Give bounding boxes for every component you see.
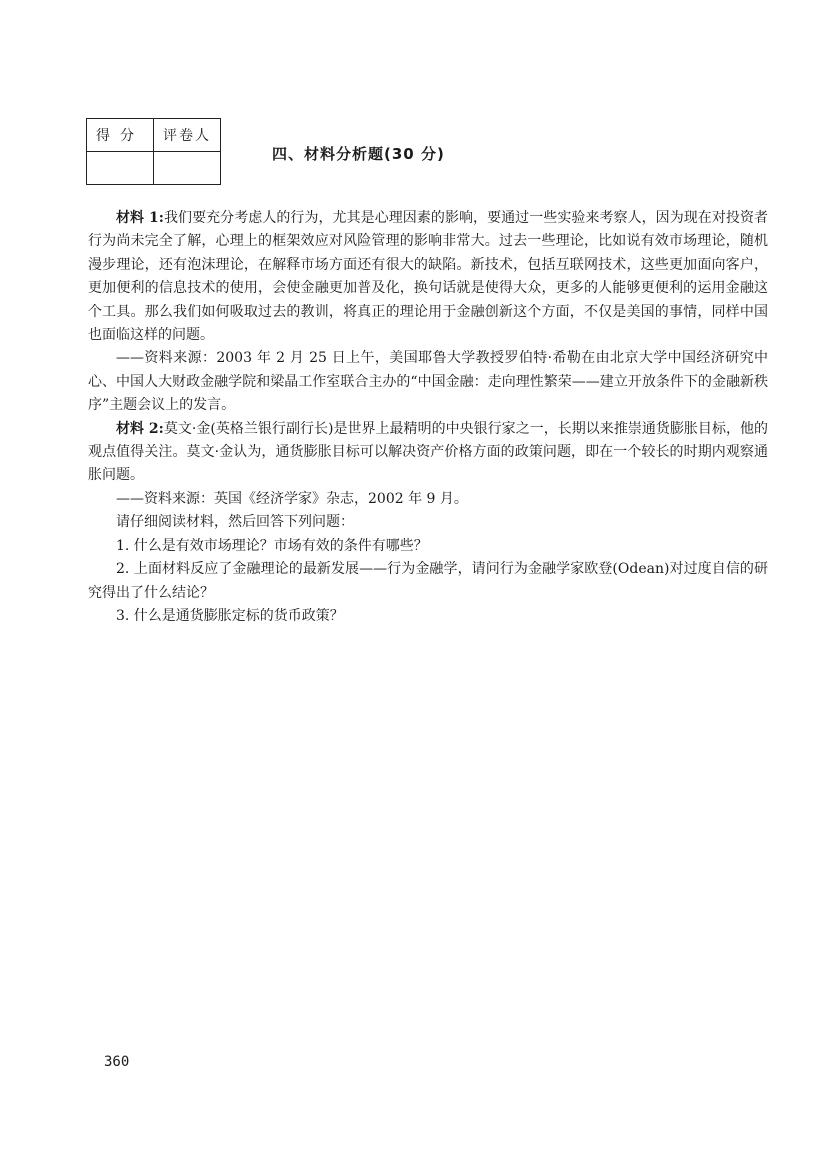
material1-text: 我们要充分考虑人的行为，尤其是心理因素的影响，要通过一些实验来考察人，因为现在对投资者行为尚未完全了解，心理上的框架效应对风险管理的影响非常大。过去一些理论，比如说有效市场理论，随机漫步理论，还有泡沫理论，在解释市场方面还有很大的缺陷。新技术，包括互联网技术，这些更加面向客户，更加便利的信息技术的使用，会使金融更加普及化，换句话就是使得大众，更多的人能够更便利的运用金融这个工具。那么我们如何吸取过去的教训，将真正的理论用于金融创新这个方面，不仅是美国的事情，同样中国也面临这样的问题。 [88, 210, 768, 344]
material2-source: ——资料来源：英国《经济学家》杂志，2002 年 9 月。 [116, 490, 468, 507]
score-label: 得分 [87, 119, 154, 152]
question-3: 3. 什么是通货膨胀定标的货币政策？ [116, 607, 344, 624]
material2-paragraph [88, 418, 768, 488]
material1-label: 材料 1: [116, 210, 164, 226]
material1-paragraph [88, 207, 768, 347]
material1-source: ——资料来源：2003 年 2 月 25 日上午，美国耶鲁大学教授罗伯特·希勒在由北京大学中国经济研究中心、中国人大财政金融学院和梁晶工作室联合主办的“中国金融：走向理性繁荣——建立开放条件下的金融新秩序”主题会议上的发言。 [88, 350, 768, 414]
grader-value-cell [154, 152, 221, 185]
question-2: 2. 上面材料反应了金融理论的最新发展——行为金融学，请问行为金融学家欧登(Odean)对过度自信的研究得出了什么结论？ [88, 561, 768, 601]
score-value-cell [87, 152, 154, 185]
score-table [86, 118, 221, 185]
question-1: 1. 什么是有效市场理论？市场有效的条件有哪些？ [116, 537, 428, 554]
content-body [88, 207, 768, 628]
section-title: 四、材料分析题(30 分) [272, 145, 445, 163]
grader-label: 评卷人 [154, 119, 221, 152]
page-number: 360 [104, 1054, 130, 1070]
instructions: 请仔细阅读材料，然后回答下列问题： [116, 514, 354, 531]
material2-text: 莫文·金(英格兰银行副行长)是世界上最精明的中央银行家之一，长期以来推崇通货膨胀目标，他的观点值得关注。莫文·金认为，通货膨胀目标可以解决资产价格方面的政策问题，即在一个较长的时期内观察通胀问题。 [88, 420, 768, 484]
material2-label: 材料 2: [116, 420, 164, 437]
